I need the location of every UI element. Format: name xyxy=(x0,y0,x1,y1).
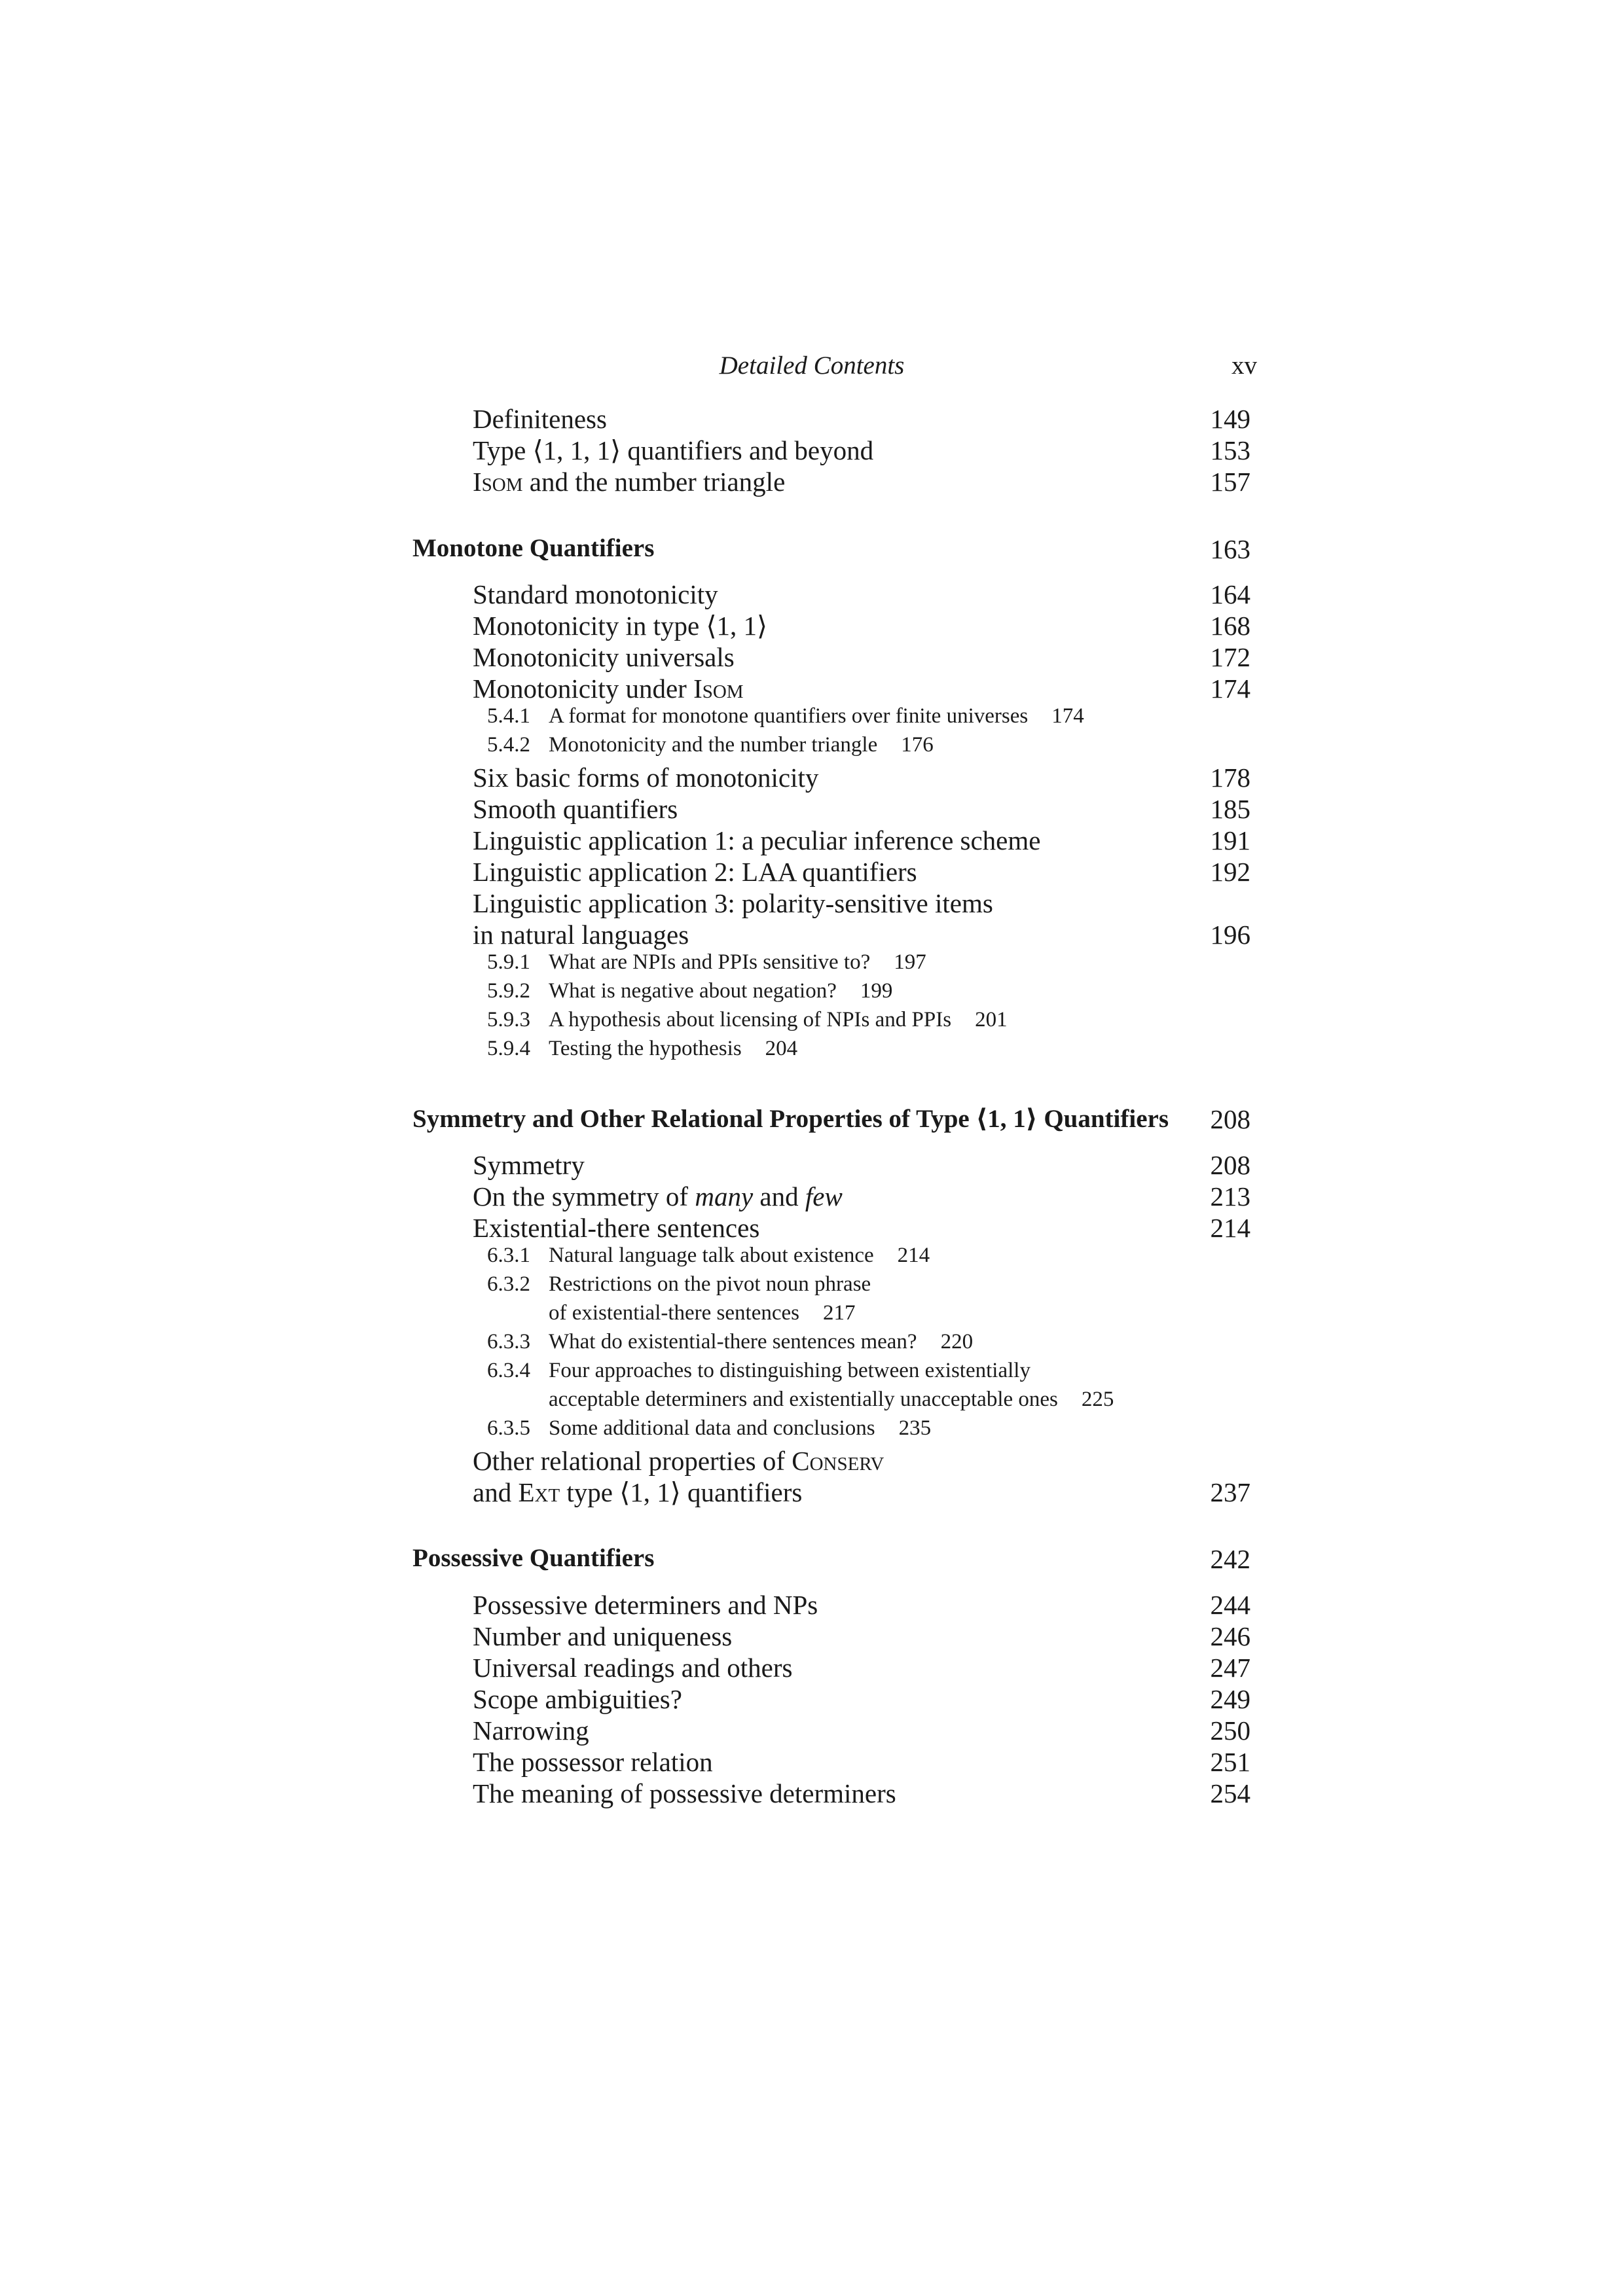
subentry-number: 6.3.2 xyxy=(487,1272,530,1296)
entry-page: 172 xyxy=(1210,642,1250,672)
italic-term: few xyxy=(805,1181,843,1211)
subentry-page: 201 xyxy=(975,1008,1008,1031)
entry-page: 246 xyxy=(1210,1621,1250,1651)
entry-page: 254 xyxy=(1210,1778,1250,1808)
chapter-page: 208 xyxy=(1210,1104,1250,1134)
subentry-title: Restrictions on the pivot noun phrase xyxy=(549,1272,871,1296)
page-folio: xv xyxy=(1231,351,1257,380)
subentry-page: 199 xyxy=(860,979,893,1003)
entry-page: 168 xyxy=(1210,611,1250,641)
subentry-title: Some additional data and conclusions 235 xyxy=(549,1416,932,1440)
subentry-number: 5.9.1 xyxy=(487,950,530,974)
entry-page: 237 xyxy=(1210,1477,1250,1507)
running-head xyxy=(367,351,1257,384)
entry-title-line2: in natural languages xyxy=(473,920,689,950)
entry-title: Isom and the number triangle xyxy=(473,467,786,497)
entry-title: Linguistic application 1: a peculiar inference scheme xyxy=(473,825,1041,855)
subentry-page: 225 xyxy=(1081,1388,1114,1411)
small-caps-term: Conserv xyxy=(792,1446,884,1476)
subentry-title: What do existential-there sentences mean? 220 xyxy=(549,1330,974,1354)
entry-title: Six basic forms of monotonicity xyxy=(473,762,819,793)
entry-title: Monotonicity under Isom xyxy=(473,673,744,704)
entry-title: Possessive determiners and NPs xyxy=(473,1590,818,1620)
subentry-title-line2: acceptable determiners and existentially unacceptable ones 225 xyxy=(549,1388,1114,1411)
small-caps-term: Ext xyxy=(518,1477,560,1507)
subentry-page: 197 xyxy=(894,950,926,974)
entry-title: The possessor relation xyxy=(473,1747,713,1777)
subentry-title: What are NPIs and PPIs sensitive to? 197 xyxy=(549,950,926,974)
chapter-title: Monotone Quantifiers xyxy=(412,534,655,562)
running-title: Detailed Contents xyxy=(719,351,905,380)
entry-page: 164 xyxy=(1210,579,1250,609)
entry-title: Narrowing xyxy=(473,1715,589,1746)
small-caps-term: Isom xyxy=(473,467,523,497)
entry-page: 213 xyxy=(1210,1181,1250,1211)
entry-title: Monotonicity in type ⟨1, 1⟩ xyxy=(473,611,767,641)
subentry-title: What is negative about negation? 199 xyxy=(549,979,893,1003)
subentry-title: Natural language talk about existence 214 xyxy=(549,1244,930,1267)
entry-page: 149 xyxy=(1210,404,1250,434)
entry-page: 157 xyxy=(1210,467,1250,497)
entry-page: 192 xyxy=(1210,857,1250,887)
subentry-number: 6.3.5 xyxy=(487,1416,530,1440)
entry-title: Number and uniqueness xyxy=(473,1621,733,1651)
entry-page: 153 xyxy=(1210,435,1250,465)
entry-title: Scope ambiguities? xyxy=(473,1684,682,1714)
small-caps-term: Isom xyxy=(693,673,744,704)
subentry-page: 204 xyxy=(765,1037,798,1060)
entry-page: 214 xyxy=(1210,1213,1250,1243)
entry-title: Other relational properties of Conserv xyxy=(473,1446,884,1476)
subentry-title: Four approaches to distinguishing between existentially xyxy=(549,1359,1030,1382)
subentry-number: 5.9.2 xyxy=(487,979,530,1003)
entry-title: Type ⟨1, 1, 1⟩ quantifiers and beyond xyxy=(473,435,874,465)
entry-page: 185 xyxy=(1210,794,1250,824)
entry-title: Definiteness xyxy=(473,404,607,434)
entry-page: 208 xyxy=(1210,1150,1250,1180)
subentry-page: 174 xyxy=(1051,704,1084,728)
entry-title: Linguistic application 3: polarity-sensitive items xyxy=(473,888,993,918)
subentry-page: 220 xyxy=(940,1330,974,1354)
entry-title: Smooth quantifiers xyxy=(473,794,678,824)
entry-title: On the symmetry of many and few xyxy=(473,1181,843,1211)
chapter-title: Symmetry and Other Relational Properties of Type ⟨1, 1⟩ Quantifiers xyxy=(412,1105,1169,1133)
subentry-page: 176 xyxy=(901,733,934,757)
entry-title: The meaning of possessive determiners xyxy=(473,1778,896,1808)
entry-title: Universal readings and others xyxy=(473,1653,793,1683)
italic-term: many xyxy=(695,1181,754,1211)
entry-page: 251 xyxy=(1210,1747,1250,1777)
subentry-title: Testing the hypothesis 204 xyxy=(549,1037,798,1060)
subentry-title: A format for monotone quantifiers over finite universes 174 xyxy=(549,704,1084,728)
subentry-number: 5.9.4 xyxy=(487,1037,530,1060)
subentry-number: 6.3.3 xyxy=(487,1330,530,1354)
subentry-page: 235 xyxy=(898,1416,932,1440)
entry-title: Standard monotonicity xyxy=(473,579,718,609)
entry-title: Linguistic application 2: LAA quantifiers xyxy=(473,857,917,887)
entry-page: 178 xyxy=(1210,762,1250,793)
entry-title-line2: and Ext type ⟨1, 1⟩ quantifiers xyxy=(473,1477,803,1507)
entry-page: 249 xyxy=(1210,1684,1250,1714)
subentry-number: 6.3.4 xyxy=(487,1359,530,1382)
entry-page: 250 xyxy=(1210,1715,1250,1746)
subentry-number: 5.4.2 xyxy=(487,733,530,757)
entry-page: 196 xyxy=(1210,920,1250,950)
chapter-title: Possessive Quantifiers xyxy=(412,1544,655,1572)
chapter-page: 163 xyxy=(1210,534,1250,564)
subentry-title: A hypothesis about licensing of NPIs and PPIs 201 xyxy=(549,1008,1008,1031)
subentry-page: 214 xyxy=(897,1244,930,1267)
entry-page: 174 xyxy=(1210,673,1250,704)
subentry-title: Monotonicity and the number triangle 176 xyxy=(549,733,934,757)
entry-title: Existential-there sentences xyxy=(473,1213,760,1243)
subentry-title-line2: of existential-there sentences 217 xyxy=(549,1301,856,1325)
entry-page: 247 xyxy=(1210,1653,1250,1683)
subentry-page: 217 xyxy=(823,1301,856,1325)
chapter-page: 242 xyxy=(1210,1544,1250,1574)
entry-page: 244 xyxy=(1210,1590,1250,1620)
subentry-number: 6.3.1 xyxy=(487,1244,530,1267)
entry-page: 191 xyxy=(1210,825,1250,855)
subentry-number: 5.4.1 xyxy=(487,704,530,728)
entry-title: Symmetry xyxy=(473,1150,585,1180)
entry-title: Monotonicity universals xyxy=(473,642,735,672)
subentry-number: 5.9.3 xyxy=(487,1008,530,1031)
